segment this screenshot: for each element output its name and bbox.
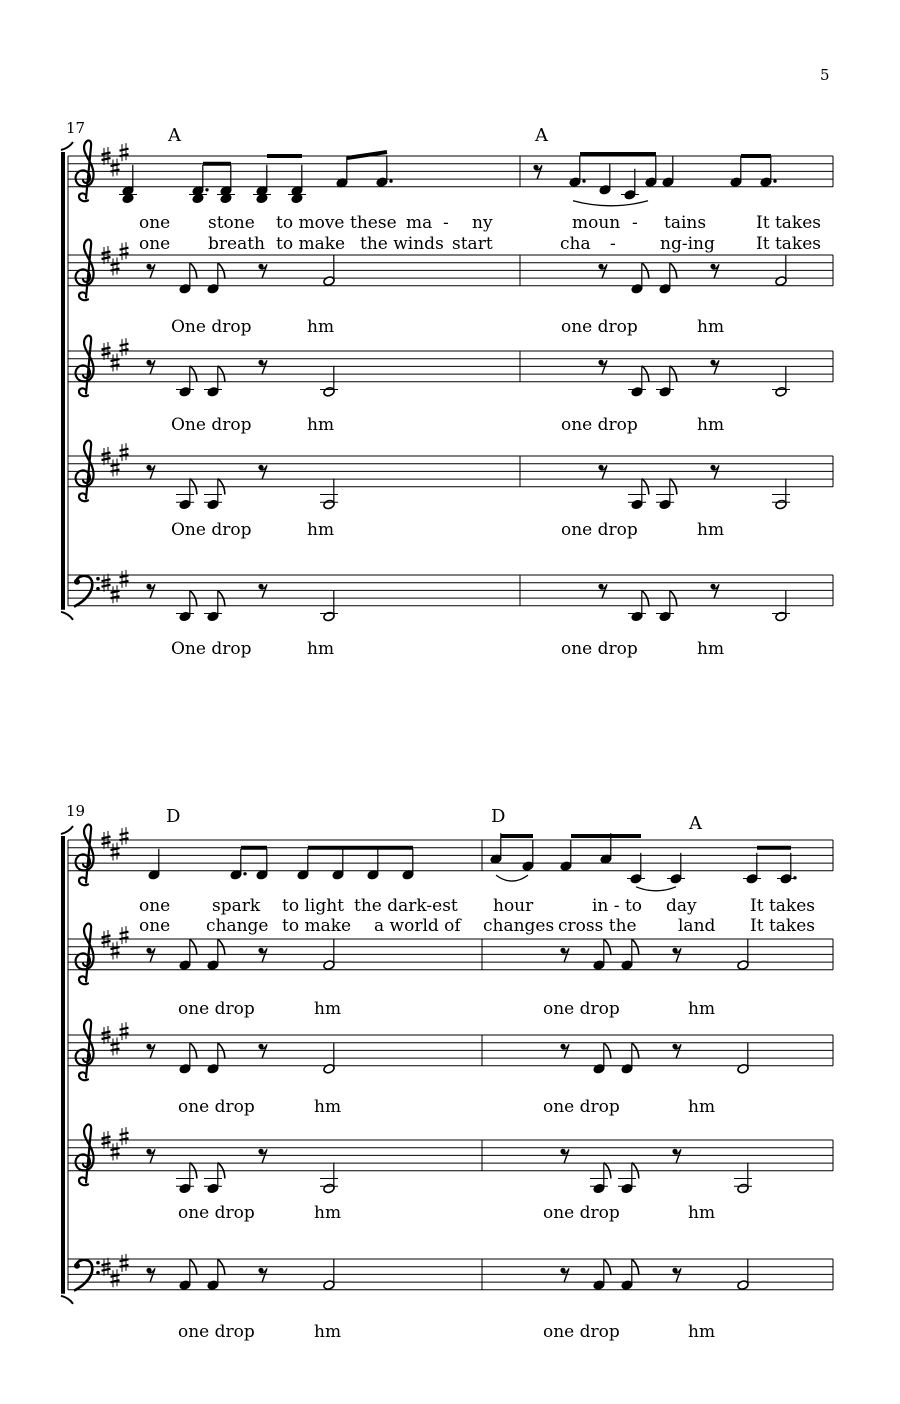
lyric: spark <box>212 896 261 916</box>
sharp-sign <box>111 585 120 603</box>
eighth-rest <box>672 948 681 963</box>
lyric: One drop <box>171 415 252 435</box>
lyric: stone <box>208 213 255 233</box>
lyric: land <box>678 916 716 936</box>
eighth-rest <box>533 165 542 180</box>
lyric: hm <box>697 639 725 659</box>
sharp-sign <box>120 1254 129 1272</box>
lyric: hm <box>314 1322 342 1342</box>
sharp-sign <box>120 143 129 161</box>
lyric: ma <box>406 213 433 233</box>
dot <box>793 876 796 879</box>
sharp-sign <box>111 1269 120 1287</box>
lyric: to light <box>282 896 345 916</box>
lyric: one drop <box>178 1203 255 1223</box>
sharp-sign <box>120 338 129 356</box>
treble-clef <box>76 336 94 397</box>
lyric: hm <box>314 999 342 1019</box>
dot <box>773 179 776 182</box>
eighth-rest <box>146 360 155 375</box>
lyric: one drop <box>543 1322 620 1342</box>
lyric: hm <box>688 999 716 1019</box>
lyric: change <box>206 916 269 936</box>
lyric: It takes <box>756 234 822 254</box>
eighth-rest <box>560 948 569 963</box>
sharp-sign <box>120 926 129 944</box>
treble-clef <box>76 1125 94 1186</box>
eighth-rest <box>258 1149 267 1164</box>
eighth-rest <box>146 465 155 480</box>
treble-clef <box>76 1020 94 1081</box>
lyric: hm <box>307 639 335 659</box>
eighth-rest <box>146 1044 155 1059</box>
lyric: hm <box>697 415 725 435</box>
eighth-rest <box>598 360 607 375</box>
eighth-rest <box>146 948 155 963</box>
chord-symbol: D <box>166 806 181 827</box>
chord-symbol: A <box>535 125 548 146</box>
lyric: It takes <box>750 896 816 916</box>
slur <box>573 201 648 206</box>
lyric: hm <box>307 317 335 337</box>
lyric: one <box>139 896 171 916</box>
lyric: in - to <box>592 896 643 916</box>
lyric: start <box>452 234 493 254</box>
sharp-sign <box>111 1143 120 1161</box>
eighth-rest <box>560 1149 569 1164</box>
lyric: hm <box>314 1097 342 1117</box>
lyric: one drop <box>178 1322 255 1342</box>
treble-clef <box>76 141 94 202</box>
sharp-sign <box>111 159 120 177</box>
lyric: one <box>139 234 171 254</box>
lyric: hm <box>688 1097 716 1117</box>
eighth-rest <box>258 584 267 599</box>
measure-number: 19 <box>66 802 86 820</box>
lyric: the dark-est <box>354 896 458 916</box>
lyric: It takes <box>750 916 816 936</box>
lyric: cross the <box>558 916 637 936</box>
treble-clef <box>76 441 94 502</box>
sharp-sign <box>111 843 120 861</box>
lyric: changes <box>483 916 555 936</box>
lyric: a world of <box>374 916 461 936</box>
lyric: tains <box>664 213 707 233</box>
lyric: the winds <box>360 234 444 254</box>
eighth-rest <box>710 264 719 279</box>
sharp-sign <box>120 1022 129 1040</box>
lyric: to move <box>276 213 345 233</box>
lyric: one <box>139 213 171 233</box>
eighth-rest <box>710 360 719 375</box>
lyric: hm <box>688 1203 716 1223</box>
lyric: one drop <box>561 639 638 659</box>
lyric: one <box>139 916 171 936</box>
lyric: hm <box>307 520 335 540</box>
lyric: one drop <box>561 520 638 540</box>
page-number: 5 <box>820 66 830 84</box>
lyric: hm <box>314 1203 342 1223</box>
lyric: One drop <box>171 520 252 540</box>
lyric: one drop <box>543 1097 620 1117</box>
eighth-rest <box>258 948 267 963</box>
eighth-rest <box>598 465 607 480</box>
eighth-rest <box>258 360 267 375</box>
lyric: hm <box>697 317 725 337</box>
lyric: these <box>350 213 397 233</box>
bracket-end <box>61 826 73 834</box>
lyric: one drop <box>178 1097 255 1117</box>
dot <box>389 179 392 182</box>
beam <box>347 152 387 158</box>
eighth-rest <box>672 1149 681 1164</box>
chord-symbol: A <box>168 125 181 146</box>
lyric: one drop <box>543 1203 620 1223</box>
lyric: hour <box>493 896 534 916</box>
sharp-sign <box>120 242 129 260</box>
dot <box>582 179 585 182</box>
sharp-sign <box>111 459 120 477</box>
treble-clef <box>76 825 94 886</box>
lyric: cha <box>560 234 591 254</box>
sharp-sign <box>111 258 120 276</box>
eighth-rest <box>258 1044 267 1059</box>
eighth-rest <box>258 264 267 279</box>
eighth-rest <box>146 584 155 599</box>
notes <box>61 141 833 1304</box>
lyric: to make <box>276 234 346 254</box>
eighth-rest <box>146 1149 155 1164</box>
eighth-rest <box>258 465 267 480</box>
dot <box>243 872 246 875</box>
eighth-rest <box>598 584 607 599</box>
dot <box>205 188 208 191</box>
lyric: It takes <box>756 213 822 233</box>
sharp-sign <box>111 942 120 960</box>
lyric: - <box>443 213 449 233</box>
slur <box>496 875 528 881</box>
sharp-sign <box>120 443 129 461</box>
lyric: hm <box>307 415 335 435</box>
eighth-rest <box>560 1044 569 1059</box>
eighth-rest <box>560 1268 569 1283</box>
lyric: ng-ing <box>660 234 715 254</box>
sharp-sign <box>120 827 129 845</box>
chord-symbol: D <box>491 806 506 827</box>
lyric: hm <box>688 1322 716 1342</box>
lyric: - <box>610 234 616 254</box>
eighth-rest <box>258 1268 267 1283</box>
slur <box>636 887 676 891</box>
eighth-rest <box>146 1268 155 1283</box>
eighth-rest <box>672 1044 681 1059</box>
eighth-rest <box>598 264 607 279</box>
lyric: hm <box>697 520 725 540</box>
bracket-end <box>61 1296 73 1304</box>
lyric: day <box>666 896 697 916</box>
lyric: moun <box>572 213 621 233</box>
treble-clef <box>76 240 94 301</box>
bass-clef <box>74 1260 100 1291</box>
lyric: One drop <box>171 317 252 337</box>
bracket-end <box>61 142 73 150</box>
treble-clef <box>76 924 94 985</box>
chord-symbol: A <box>689 813 702 834</box>
bracket-end <box>61 612 73 620</box>
sharp-sign <box>120 1127 129 1145</box>
eighth-rest <box>710 465 719 480</box>
eighth-rest <box>710 584 719 599</box>
lyric: one drop <box>178 999 255 1019</box>
lyric: - <box>632 213 638 233</box>
lyric: to make <box>282 916 352 936</box>
eighth-rest <box>146 264 155 279</box>
eighth-rest <box>672 1268 681 1283</box>
lyric: one drop <box>543 999 620 1019</box>
sharp-sign <box>111 354 120 372</box>
lyric: ny <box>472 213 493 233</box>
sharp-sign <box>120 570 129 588</box>
bass-clef <box>74 576 100 607</box>
sharp-sign <box>111 1038 120 1056</box>
lyric: One drop <box>171 639 252 659</box>
measure-number: 17 <box>66 119 86 137</box>
lyric: breath <box>208 234 265 254</box>
lyric: one drop <box>561 317 638 337</box>
lyric: one drop <box>561 415 638 435</box>
